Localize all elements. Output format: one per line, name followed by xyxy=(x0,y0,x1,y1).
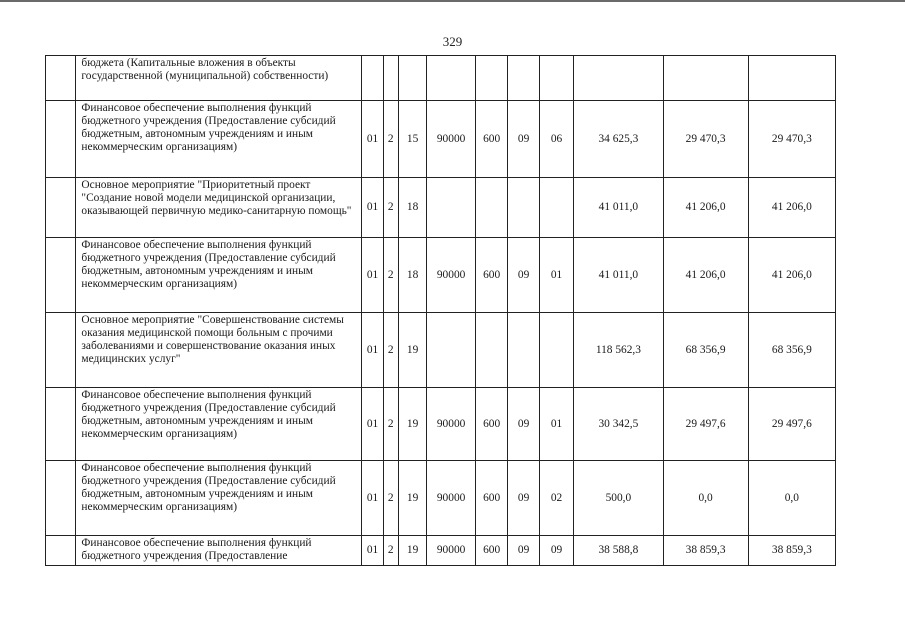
amount-year-1-cell xyxy=(574,56,663,101)
program-code-cell xyxy=(362,56,383,101)
amount-year-2-cell: 0,0 xyxy=(663,461,748,536)
expense-type-cell: 600 xyxy=(475,388,507,461)
amount-year-2-cell: 68 356,9 xyxy=(663,313,748,388)
subprogram-code-cell: 2 xyxy=(383,461,398,536)
expense-type-cell xyxy=(475,178,507,238)
budget-table xyxy=(45,55,836,566)
amount-year-3-cell: 29 470,3 xyxy=(748,101,835,178)
amount-year-2-cell: 29 470,3 xyxy=(663,101,748,178)
table-row xyxy=(46,461,836,536)
index-cell xyxy=(46,461,76,536)
expense-type-cell xyxy=(475,313,507,388)
expense-type-cell: 600 xyxy=(475,238,507,313)
amount-year-1-cell: 500,0 xyxy=(574,461,663,536)
amount-year-1-cell: 118 562,3 xyxy=(574,313,663,388)
program-code-cell: 01 xyxy=(362,178,383,238)
table-row xyxy=(46,178,836,238)
description-cell: Финансовое обеспечение выполнения функций бюджетного учреждения (Предоставление субсидий бюджетным, автономным учреждениям и иным некоммерческим организациям) xyxy=(76,101,362,178)
main-activity-code-cell: 18 xyxy=(398,238,426,313)
direction-code-cell: 90000 xyxy=(427,461,476,536)
main-activity-code-cell: 15 xyxy=(398,101,426,178)
amount-year-3-cell: 29 497,6 xyxy=(748,388,835,461)
amount-year-1-cell: 34 625,3 xyxy=(574,101,663,178)
expense-type-cell xyxy=(475,56,507,101)
subsection-code-cell xyxy=(539,313,573,388)
direction-code-cell: 90000 xyxy=(427,536,476,566)
table-row xyxy=(46,56,836,101)
amount-year-3-cell: 41 206,0 xyxy=(748,238,835,313)
subprogram-code-cell: 2 xyxy=(383,536,398,566)
direction-code-cell xyxy=(427,313,476,388)
subsection-code-cell xyxy=(539,178,573,238)
section-code-cell: 09 xyxy=(508,536,539,566)
direction-code-cell xyxy=(427,56,476,101)
subsection-code-cell: 09 xyxy=(539,536,573,566)
amount-year-1-cell: 38 588,8 xyxy=(574,536,663,566)
index-cell xyxy=(46,56,76,101)
amount-year-2-cell: 38 859,3 xyxy=(663,536,748,566)
main-activity-code-cell: 19 xyxy=(398,388,426,461)
subsection-code-cell: 06 xyxy=(539,101,573,178)
table-row xyxy=(46,388,836,461)
subsection-code-cell: 01 xyxy=(539,238,573,313)
section-code-cell xyxy=(508,56,539,101)
main-activity-code-cell xyxy=(398,56,426,101)
amount-year-2-cell: 41 206,0 xyxy=(663,178,748,238)
amount-year-3-cell: 41 206,0 xyxy=(748,178,835,238)
program-code-cell: 01 xyxy=(362,313,383,388)
page-number: 329 xyxy=(442,34,463,49)
index-cell xyxy=(46,178,76,238)
amount-year-2-cell: 29 497,6 xyxy=(663,388,748,461)
index-cell xyxy=(46,536,76,566)
section-code-cell: 09 xyxy=(508,388,539,461)
description-cell: Основное мероприятие "Совершенствование системы оказания медицинской помощи больным с прочими заболеваниями и совершенствование оказания иных медицинских услуг" xyxy=(76,313,362,388)
main-activity-code-cell: 19 xyxy=(398,313,426,388)
subprogram-code-cell xyxy=(383,56,398,101)
subprogram-code-cell: 2 xyxy=(383,101,398,178)
amount-year-1-cell: 41 011,0 xyxy=(574,178,663,238)
description-cell: бюджета (Капитальные вложения в объекты государственной (муниципальной) собственности) xyxy=(76,56,362,101)
section-code-cell: 09 xyxy=(508,461,539,536)
amount-year-3-cell: 0,0 xyxy=(748,461,835,536)
section-code-cell: 09 xyxy=(508,101,539,178)
description-cell: Финансовое обеспечение выполнения функций бюджетного учреждения (Предоставление субсидий бюджетным, автономным учреждениям и иным некоммерческим организациям) xyxy=(76,388,362,461)
main-activity-code-cell: 19 xyxy=(398,536,426,566)
section-code-cell xyxy=(508,313,539,388)
table-row xyxy=(46,536,836,566)
amount-year-1-cell: 30 342,5 xyxy=(574,388,663,461)
subprogram-code-cell: 2 xyxy=(383,238,398,313)
subprogram-code-cell: 2 xyxy=(383,313,398,388)
subsection-code-cell: 02 xyxy=(539,461,573,536)
expense-type-cell: 600 xyxy=(475,461,507,536)
subsection-code-cell: 01 xyxy=(539,388,573,461)
amount-year-2-cell xyxy=(663,56,748,101)
main-activity-code-cell: 19 xyxy=(398,461,426,536)
amount-year-3-cell: 38 859,3 xyxy=(748,536,835,566)
description-cell: Финансовое обеспечение выполнения функций бюджетного учреждения (Предоставление xyxy=(76,536,362,566)
amount-year-3-cell: 68 356,9 xyxy=(748,313,835,388)
main-activity-code-cell: 18 xyxy=(398,178,426,238)
subprogram-code-cell: 2 xyxy=(383,388,398,461)
direction-code-cell: 90000 xyxy=(427,388,476,461)
expense-type-cell: 600 xyxy=(475,536,507,566)
direction-code-cell: 90000 xyxy=(427,238,476,313)
top-edge-rule xyxy=(0,0,905,2)
index-cell xyxy=(46,313,76,388)
program-code-cell: 01 xyxy=(362,461,383,536)
program-code-cell: 01 xyxy=(362,101,383,178)
section-code-cell xyxy=(508,178,539,238)
subprogram-code-cell: 2 xyxy=(383,178,398,238)
direction-code-cell: 90000 xyxy=(427,101,476,178)
description-cell: Основное мероприятие "Приоритетный проект "Создание новой модели медицинской организации, оказывающей первичную медико-санитарную помощь" xyxy=(76,178,362,238)
description-cell: Финансовое обеспечение выполнения функций бюджетного учреждения (Предоставление субсидий бюджетным, автономным учреждениям и иным некоммерческим организациям) xyxy=(76,461,362,536)
direction-code-cell xyxy=(427,178,476,238)
table-row xyxy=(46,238,836,313)
index-cell xyxy=(46,101,76,178)
amount-year-1-cell: 41 011,0 xyxy=(574,238,663,313)
subsection-code-cell xyxy=(539,56,573,101)
amount-year-3-cell xyxy=(748,56,835,101)
index-cell xyxy=(46,238,76,313)
section-code-cell: 09 xyxy=(508,238,539,313)
table-row xyxy=(46,101,836,178)
table-row xyxy=(46,313,836,388)
description-cell: Финансовое обеспечение выполнения функций бюджетного учреждения (Предоставление субсидий бюджетным, автономным учреждениям и иным некоммерческим организациям) xyxy=(76,238,362,313)
index-cell xyxy=(46,388,76,461)
program-code-cell: 01 xyxy=(362,536,383,566)
program-code-cell: 01 xyxy=(362,388,383,461)
expense-type-cell: 600 xyxy=(475,101,507,178)
program-code-cell: 01 xyxy=(362,238,383,313)
amount-year-2-cell: 41 206,0 xyxy=(663,238,748,313)
